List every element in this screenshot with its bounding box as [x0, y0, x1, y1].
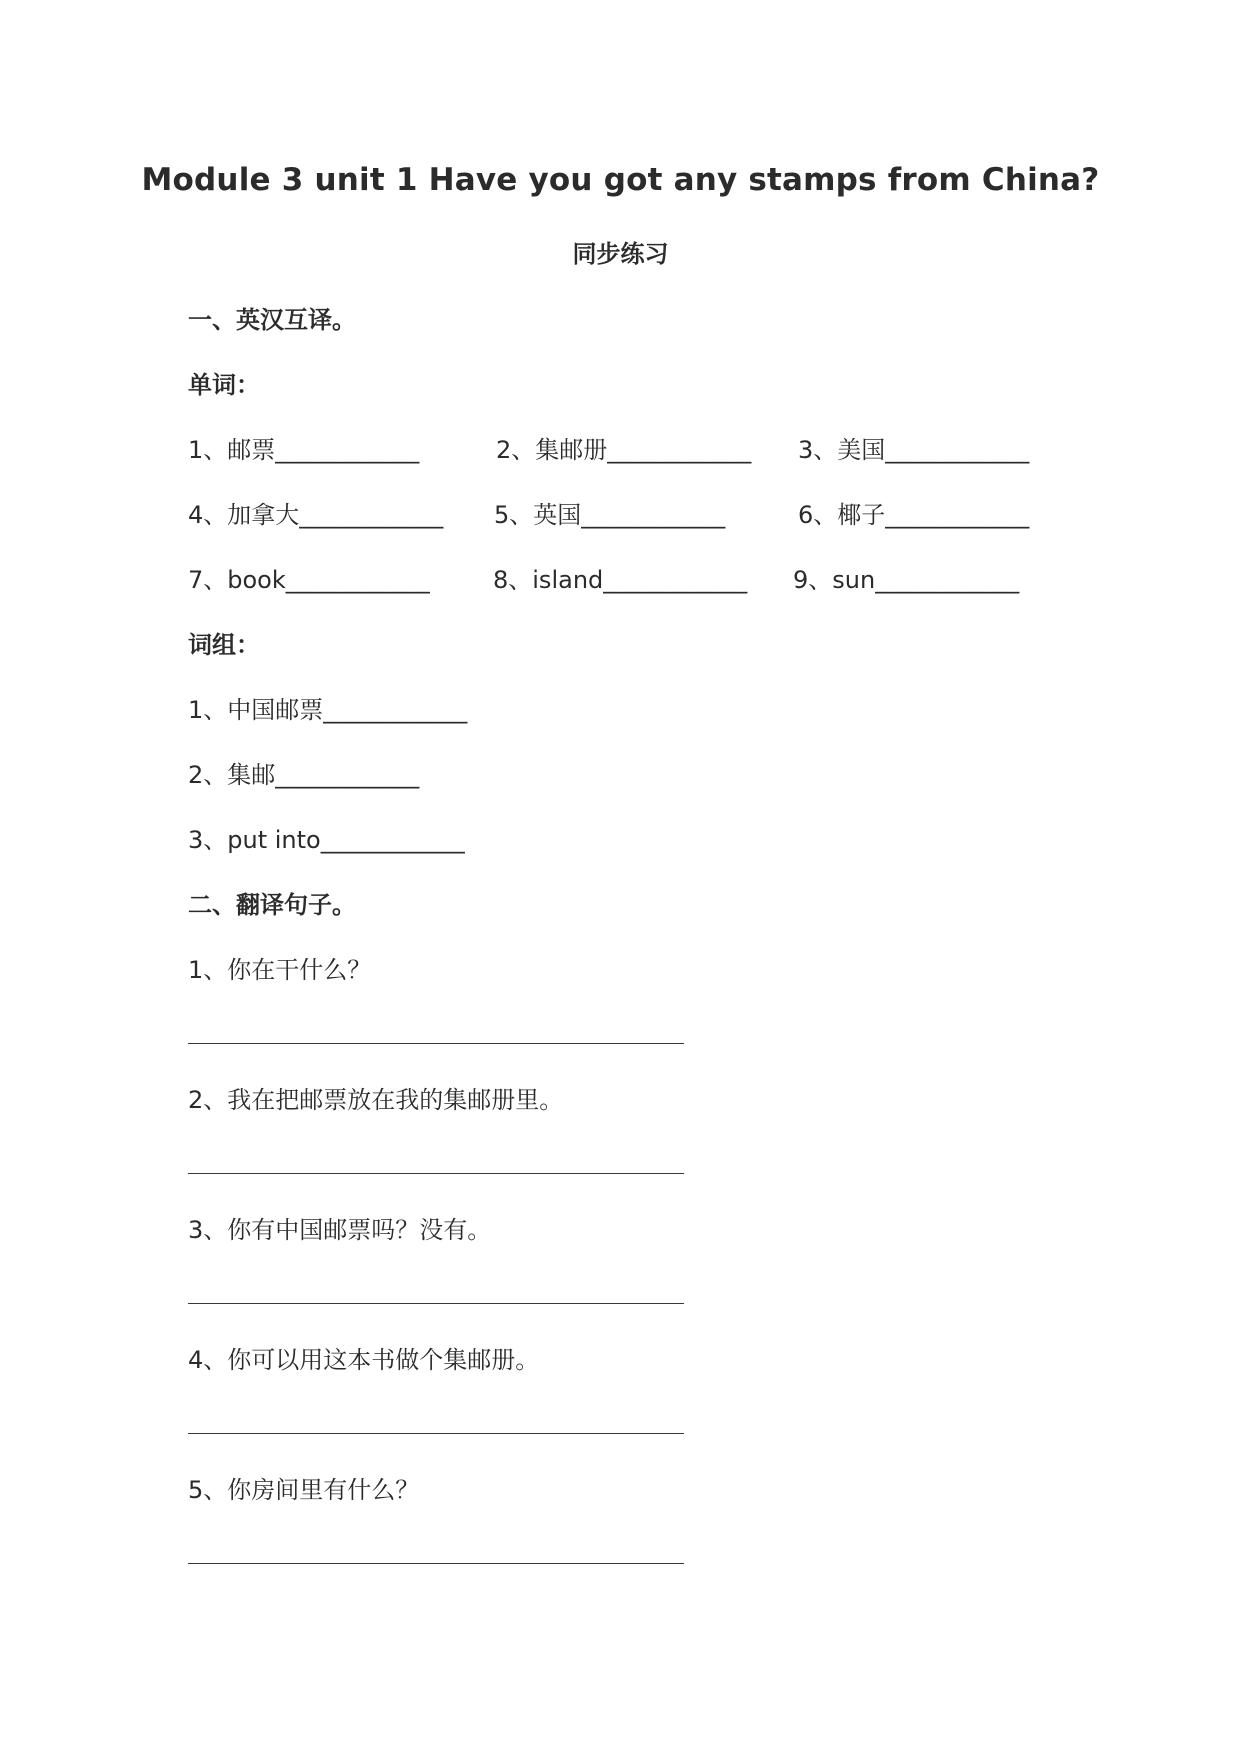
answer-line [188, 1433, 684, 1434]
word-item: 1、邮票____________ [188, 436, 420, 464]
sentence-prompt: 2、我在把邮票放在我的集邮册里。 [188, 1086, 564, 1114]
page-subtitle: 同步练习 [572, 240, 669, 268]
word-item: 8、island____________ [493, 566, 748, 594]
page-title: Module 3 unit 1 Have you got any stamps from China? [141, 162, 1100, 198]
section2-heading: 二、翻译句子。 [188, 891, 356, 919]
answer-line [188, 1173, 684, 1174]
answer-line [188, 1043, 684, 1044]
sentence-prompt: 3、你有中国邮票吗？没有。 [188, 1216, 492, 1244]
words-row-3 [188, 560, 1088, 594]
word-item: 2、集邮册____________ [496, 436, 752, 464]
phrase-item: 2、集邮____________ [188, 761, 420, 789]
section1-heading: 一、英汉互译。 [188, 306, 356, 334]
phrase-item: 1、中国邮票____________ [188, 696, 468, 724]
answer-line [188, 1563, 684, 1564]
words-label: 单词： [188, 371, 260, 399]
sentence-prompt: 1、你在干什么？ [188, 956, 372, 984]
sentence-prompt: 4、你可以用这本书做个集邮册。 [188, 1346, 540, 1374]
word-item: 9、sun____________ [793, 566, 1020, 594]
word-item: 3、美国____________ [798, 436, 1030, 464]
sentence-prompt: 5、你房间里有什么？ [188, 1476, 420, 1504]
word-item: 4、加拿大____________ [188, 501, 444, 529]
phrase-item: 3、put into____________ [188, 826, 465, 854]
words-row-2 [188, 495, 1088, 529]
phrases-label: 词组： [188, 631, 260, 659]
word-item: 6、椰子____________ [798, 501, 1030, 529]
words-row-1 [188, 430, 1088, 464]
word-item: 5、英国____________ [494, 501, 726, 529]
answer-line [188, 1303, 684, 1304]
word-item: 7、book____________ [188, 566, 430, 594]
